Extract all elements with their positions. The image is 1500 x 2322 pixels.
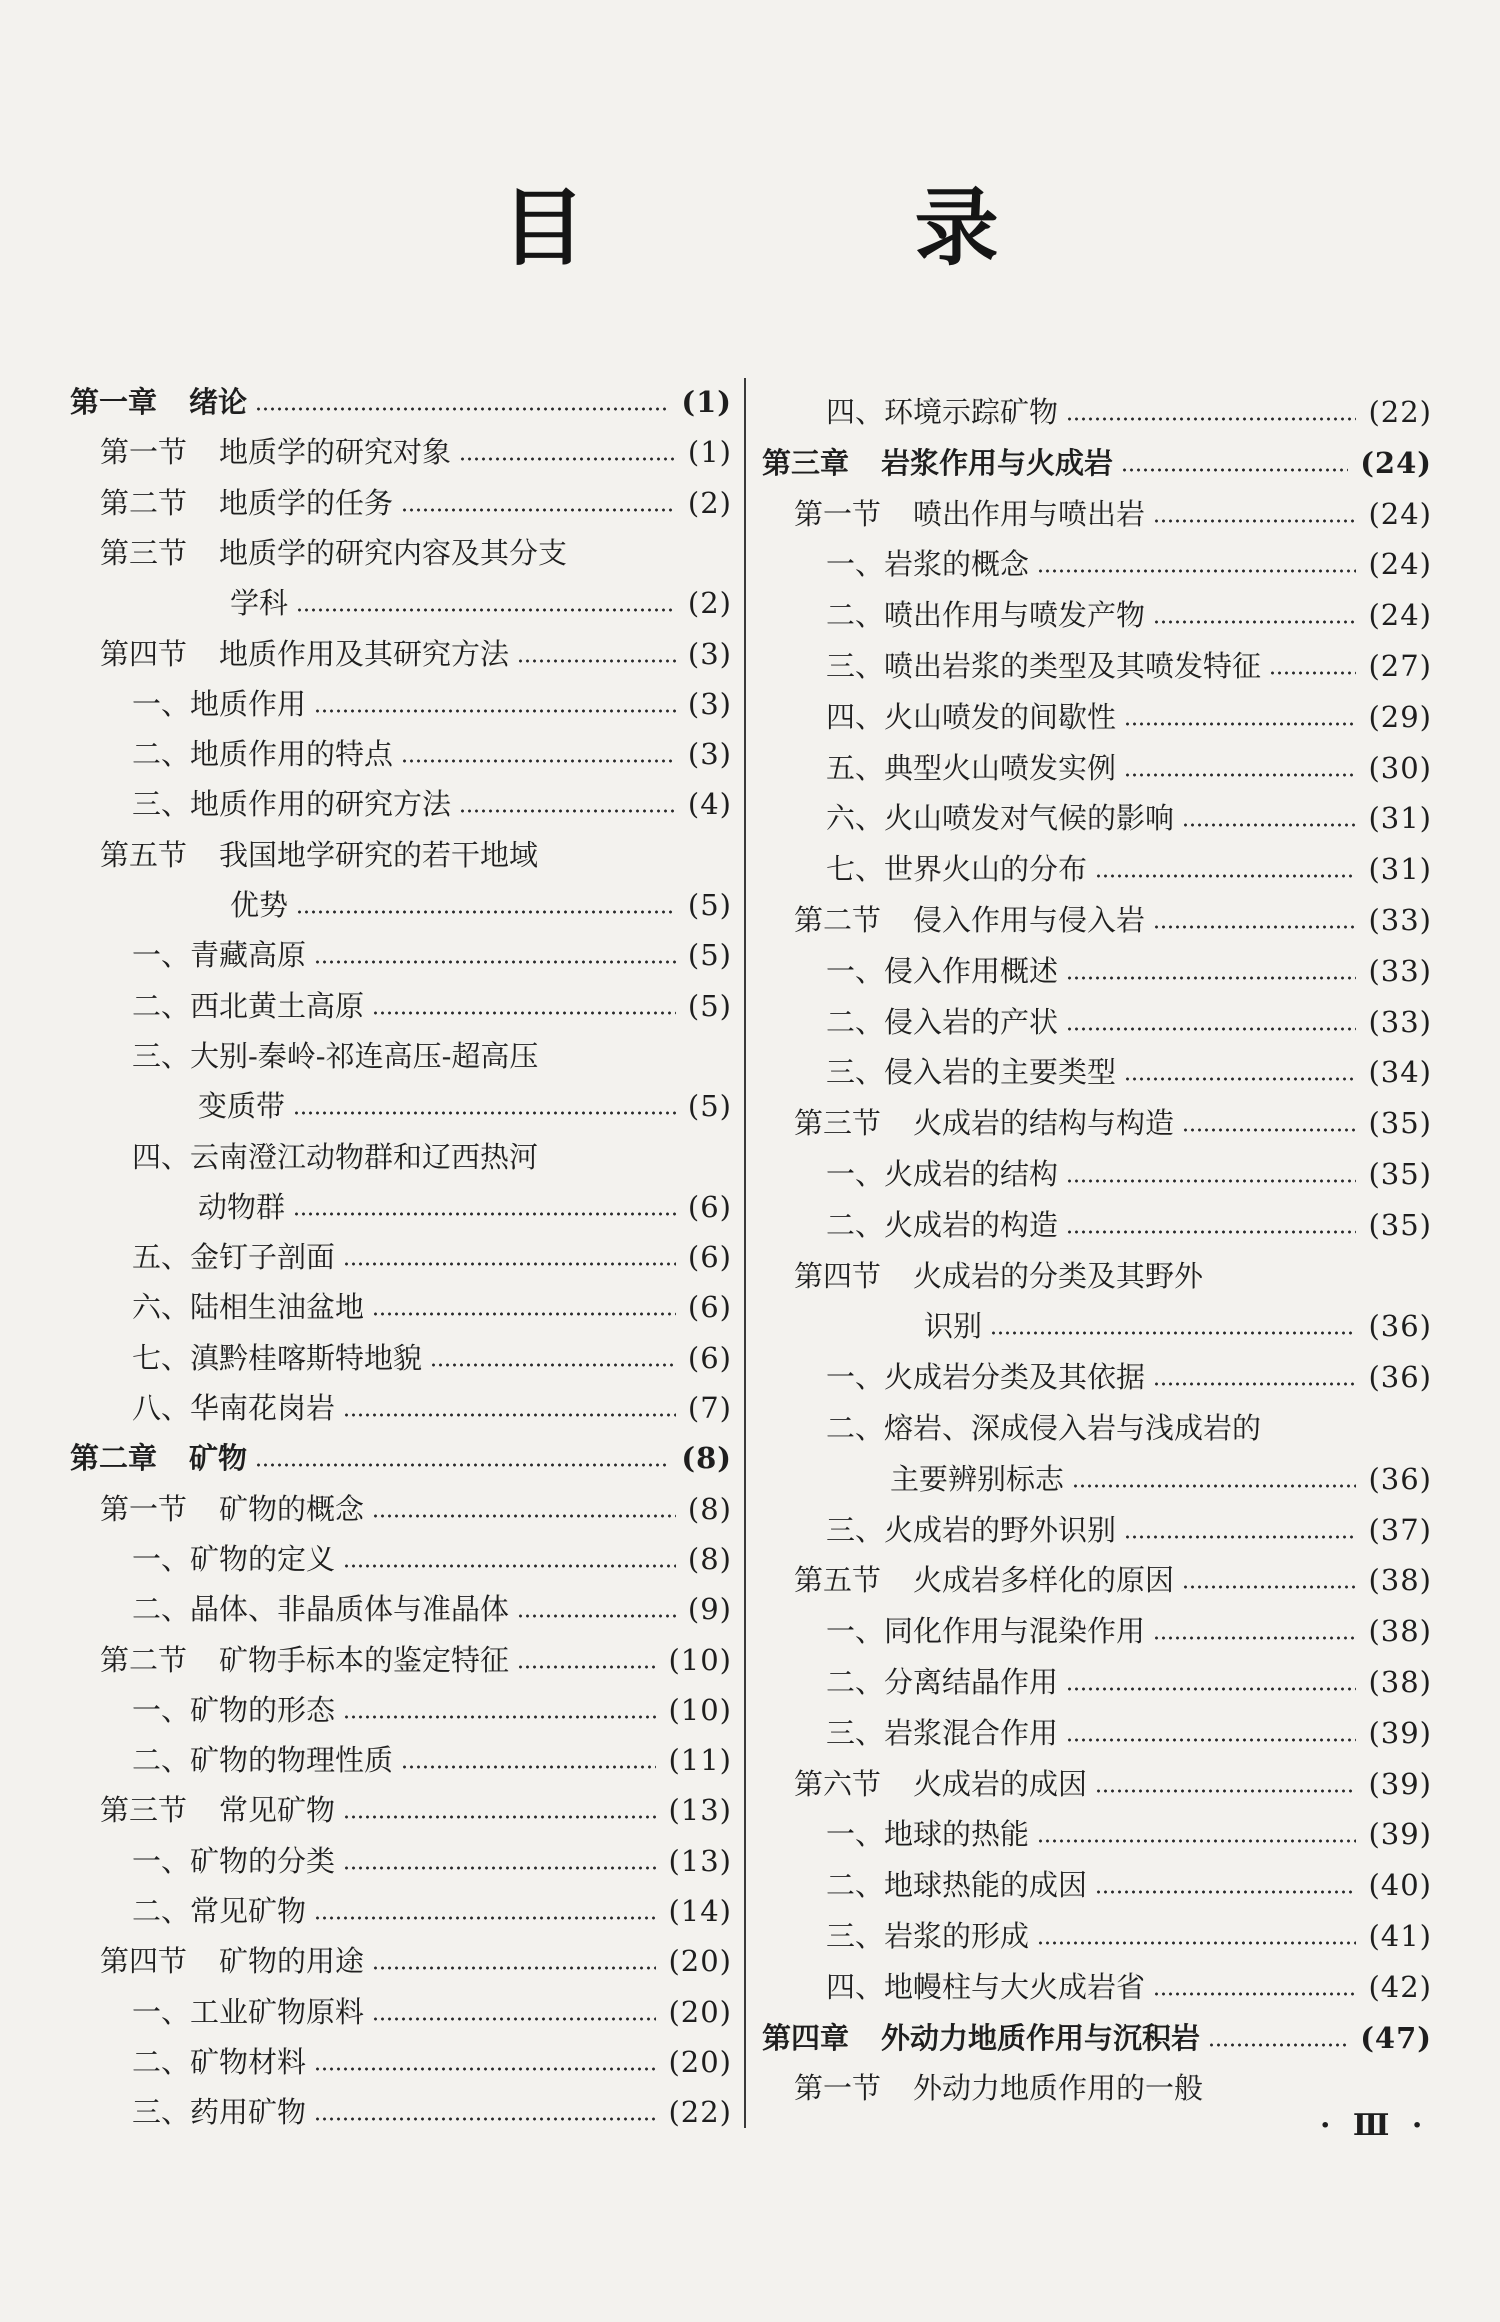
toc-entry-page: (14) — [668, 1894, 732, 1928]
dot-leader — [1124, 773, 1356, 777]
toc-entry-title: 四、火山喷发的间歇性 — [826, 699, 1117, 734]
dot-leader — [517, 1614, 676, 1618]
dot-leader — [1066, 1687, 1356, 1691]
toc-entry-title: 喷出作用与喷出岩 — [913, 496, 1146, 531]
toc-entry-page: (34) — [1368, 1055, 1432, 1090]
toc-entry — [762, 1205, 1432, 1245]
toc-entry-title: 动物群 — [198, 1189, 286, 1224]
column-divider — [744, 378, 746, 2128]
toc-entry-page: (29) — [1368, 699, 1432, 734]
dot-leader — [1124, 1077, 1356, 1081]
dot-leader — [1037, 569, 1356, 573]
toc-entry-number: 第五节 — [794, 1563, 882, 1598]
toc-entry-title: 一、矿物的定义 — [132, 1541, 336, 1576]
dot-leader — [1182, 1128, 1356, 1132]
toc-entry-title: 三、地质作用的研究方法 — [132, 787, 452, 822]
dot-leader — [1066, 1179, 1356, 1183]
toc-entry — [70, 1237, 732, 1277]
toc-entry — [70, 1489, 732, 1529]
toc-entry-page: (3) — [687, 737, 732, 772]
toc-entry-title: 绪论 — [189, 385, 248, 419]
toc-entry — [762, 1002, 1432, 1042]
dot-leader — [1153, 925, 1356, 929]
dot-leader — [255, 407, 669, 411]
toc-entry — [70, 885, 732, 925]
toc-entry — [762, 951, 1432, 991]
toc-entry — [70, 1941, 732, 1981]
toc-entry-page: (42) — [1368, 1969, 1432, 2004]
toc-entry-page: (24) — [1368, 496, 1432, 531]
toc-entry-title: 火成岩的分类及其野外 — [913, 1258, 1204, 1293]
toc-entry-title: 地质作用及其研究方法 — [219, 636, 510, 671]
dot-leader — [343, 1866, 656, 1870]
toc-entry-page: (47) — [1360, 2020, 1432, 2055]
toc-entry-title: 矿物 — [189, 1441, 248, 1476]
toc-entry-title: 变质带 — [198, 1089, 286, 1124]
toc-entry — [70, 1036, 732, 1076]
dot-leader — [1066, 417, 1356, 421]
toc-entry-number: 第四节 — [100, 1944, 188, 1979]
toc-entry-title: 学科 — [230, 586, 289, 621]
dot-leader — [314, 960, 676, 964]
toc-entry-page: (40) — [1368, 1868, 1432, 1903]
dot-leader — [1095, 1890, 1356, 1894]
dot-leader — [459, 809, 676, 813]
dot-leader — [401, 508, 676, 512]
dot-leader — [1072, 1484, 1356, 1488]
toc-entry-title: 一、火成岩的结构 — [826, 1157, 1059, 1191]
toc-entry-page: (36) — [1368, 1360, 1432, 1395]
dot-leader — [343, 1262, 676, 1266]
toc-entry — [762, 2068, 1432, 2108]
dot-leader — [343, 1715, 656, 1719]
toc-entry — [762, 1103, 1432, 1143]
toc-entry-page: (24) — [1360, 445, 1432, 480]
toc-entry-title: 一、火成岩分类及其依据 — [826, 1360, 1146, 1395]
toc-entry-number: 第一节 — [794, 2071, 882, 2106]
toc-entry-title: 一、工业矿物原料 — [132, 1994, 365, 2029]
dot-leader — [1037, 1941, 1356, 1945]
toc-entry — [70, 432, 732, 472]
toc-entry — [762, 1865, 1432, 1905]
toc-entry — [70, 1992, 732, 2032]
toc-entry-page: (35) — [1368, 1106, 1432, 1141]
toc-entry-number: 第三节 — [100, 535, 188, 570]
toc-entry-title: 二、侵入岩的产状 — [826, 1004, 1059, 1039]
toc-entry-page: (10) — [668, 1642, 732, 1677]
toc-entry-page: (38) — [1368, 1614, 1432, 1649]
toc-entry-page: (5) — [687, 888, 732, 922]
toc-entry — [70, 1287, 732, 1327]
toc-entry-title: 八、华南花岗岩 — [132, 1391, 336, 1425]
dot-leader — [1066, 1230, 1356, 1234]
toc-entry-title: 主要辨别标志 — [890, 1461, 1065, 1496]
toc-entry-number: 第四章 — [762, 2020, 850, 2055]
toc-entry-number: 第三节 — [100, 1793, 188, 1828]
toc-entry-title: 矿物的用途 — [219, 1944, 365, 1979]
toc-entry-title: 三、大别-秦岭-祁连高压-超高压 — [132, 1038, 539, 1073]
toc-entry-title: 七、滇黔桂喀斯特地貌 — [132, 1340, 423, 1375]
toc-entry — [70, 784, 732, 824]
dot-leader — [372, 1011, 676, 1015]
toc-entry-page: (31) — [1368, 852, 1432, 887]
toc-entry — [762, 1459, 1432, 1499]
toc-entry — [762, 2018, 1432, 2058]
toc-entry-page: (1) — [681, 385, 732, 419]
toc-entry-page: (36) — [1368, 1461, 1432, 1496]
dot-leader — [401, 1765, 656, 1769]
toc-entry-page: (5) — [687, 1089, 732, 1124]
toc-entry — [70, 835, 732, 875]
dot-leader — [314, 709, 676, 713]
dot-leader — [1066, 1027, 1356, 1031]
toc-entry — [762, 1256, 1432, 1296]
toc-entry — [762, 697, 1432, 737]
dot-leader — [990, 1331, 1356, 1335]
toc-entry — [70, 734, 732, 774]
toc-entry-page: (35) — [1368, 1207, 1432, 1242]
dot-leader — [430, 1363, 676, 1367]
toc-entry — [70, 1137, 732, 1177]
toc-entry-page: (11) — [668, 1743, 732, 1778]
toc-entry-title: 二、喷出作用与喷发产物 — [826, 598, 1146, 633]
dot-leader — [372, 1312, 676, 1316]
toc-entry — [762, 1814, 1432, 1854]
toc-entry — [762, 748, 1432, 788]
toc-entry-page: (31) — [1368, 801, 1432, 836]
toc-entry-page: (7) — [687, 1391, 732, 1425]
toc-entry — [70, 1589, 732, 1629]
toc-entry — [70, 634, 732, 674]
toc-entry-title: 一、矿物的分类 — [132, 1843, 336, 1878]
toc-entry-page: (20) — [668, 2044, 732, 2079]
dot-leader — [372, 1514, 676, 1518]
toc-entry — [70, 1740, 732, 1780]
toc-entry-title: 二、地球热能的成因 — [826, 1868, 1088, 1903]
toc-entry-title: 二、地质作用的特点 — [132, 737, 394, 772]
dot-leader — [314, 2117, 656, 2121]
dot-leader — [517, 1665, 656, 1669]
toc-entry-title: 一、青藏高原 — [132, 938, 307, 973]
dot-leader — [1095, 874, 1356, 878]
toc-entry-title: 六、陆相生油盆地 — [132, 1290, 365, 1325]
toc-entry-title: 岩浆作用与火成岩 — [881, 445, 1114, 480]
dot-leader — [1066, 1738, 1356, 1742]
dot-leader — [1124, 722, 1356, 726]
dot-leader — [293, 1111, 676, 1115]
toc-entry-title: 我国地学研究的若干地域 — [219, 837, 539, 872]
toc-entry-page: (33) — [1368, 953, 1432, 988]
toc-entry-title: 二、火成岩的构造 — [826, 1207, 1059, 1242]
dot-leader — [1153, 519, 1356, 523]
toc-entry — [70, 2042, 732, 2082]
dot-leader — [1095, 1789, 1356, 1793]
toc-entry-number: 第一节 — [794, 496, 882, 531]
toc-entry-page: (2) — [687, 586, 732, 621]
dot-leader — [296, 910, 676, 914]
toc-entry-page: (35) — [1368, 1157, 1432, 1191]
toc-entry — [762, 494, 1432, 534]
toc-entry-page: (33) — [1368, 1004, 1432, 1039]
toc-entry-title: 地质学的研究内容及其分支 — [219, 535, 568, 570]
toc-entry-title: 一、同化作用与混染作用 — [826, 1614, 1146, 1649]
toc-entry-page: (1) — [687, 435, 732, 470]
toc-entry — [70, 1187, 732, 1227]
toc-entry — [762, 1306, 1432, 1346]
dot-leader — [314, 2067, 656, 2071]
toc-entry-page: (6) — [687, 1240, 732, 1275]
toc-entry-number: 第一章 — [70, 385, 158, 419]
toc-entry — [70, 1690, 732, 1730]
page-title: 目 录 — [501, 178, 1149, 277]
toc-entry-page: (30) — [1368, 750, 1432, 785]
toc-entry-page: (27) — [1368, 649, 1432, 683]
toc-entry-page: (24) — [1368, 598, 1432, 633]
toc-entry-title: 三、岩浆混合作用 — [826, 1715, 1059, 1750]
toc-entry-page: (22) — [1368, 395, 1432, 429]
toc-entry-title: 二、熔岩、深成侵入岩与浅成岩的 — [826, 1411, 1262, 1445]
toc-entry — [762, 646, 1432, 686]
toc-entry-number: 第一节 — [100, 1491, 188, 1526]
toc-entry — [70, 1891, 732, 1931]
toc-entry-page: (20) — [668, 1994, 732, 2029]
toc-entry-page: (13) — [668, 1843, 732, 1878]
toc-entry-page: (6) — [687, 1189, 732, 1224]
toc-entry-page: (41) — [1368, 1919, 1432, 1953]
toc-entry-title: 二、常见矿物 — [132, 1894, 307, 1928]
toc-entry — [762, 1764, 1432, 1804]
toc-entry-number: 第一节 — [100, 435, 188, 470]
dot-leader — [401, 759, 676, 763]
toc-entry-title: 三、喷出岩浆的类型及其喷发特征 — [826, 649, 1262, 683]
toc-entry-page: (8) — [681, 1441, 732, 1476]
toc-entry-page: (6) — [687, 1340, 732, 1375]
toc-entry — [762, 900, 1432, 940]
toc-entry-page: (38) — [1368, 1665, 1432, 1699]
toc-entry-page: (2) — [687, 485, 732, 520]
toc-entry-title: 矿物的概念 — [219, 1491, 365, 1526]
toc-entry — [762, 798, 1432, 838]
toc-entry — [762, 392, 1432, 432]
toc-entry-page: (22) — [668, 2095, 732, 2130]
toc-entry-title: 火成岩的成因 — [913, 1766, 1088, 1801]
toc-entry-number: 第五节 — [100, 837, 188, 872]
toc-entry — [762, 1560, 1432, 1600]
toc-entry-page: (39) — [1368, 1715, 1432, 1750]
toc-entry — [70, 1086, 732, 1126]
toc-entry — [70, 684, 732, 724]
toc-entry-page: (6) — [687, 1290, 732, 1325]
toc-entry-title: 地质学的研究对象 — [219, 435, 452, 470]
toc-entry-page: (9) — [687, 1592, 732, 1627]
toc-entry-number: 第六节 — [794, 1766, 882, 1801]
toc-entry-title: 三、火成岩的野外识别 — [826, 1512, 1117, 1547]
toc-entry — [762, 1662, 1432, 1702]
dot-leader — [343, 1815, 656, 1819]
toc-entry-title: 外动力地质作用的一般 — [913, 2071, 1204, 2106]
toc-entry-title: 优势 — [230, 888, 289, 922]
dot-leader — [1124, 1535, 1356, 1539]
dot-leader — [343, 1564, 676, 1568]
dot-leader — [1153, 1382, 1356, 1386]
toc-entry — [762, 1408, 1432, 1448]
toc-entry-page: (10) — [668, 1692, 732, 1727]
toc-entry-number: 第二节 — [100, 1642, 188, 1677]
toc-entry-page: (33) — [1368, 903, 1432, 937]
toc-entry-page: (13) — [668, 1793, 732, 1828]
toc-entry-number: 第二节 — [794, 903, 882, 937]
toc-entry-page: (4) — [687, 787, 732, 822]
toc-entry-page: (37) — [1368, 1512, 1432, 1547]
toc-entry-title: 三、药用矿物 — [132, 2095, 307, 2130]
toc-entry-title: 一、矿物的形态 — [132, 1692, 336, 1727]
dot-leader — [1182, 1585, 1356, 1589]
toc-entry-page: (24) — [1368, 547, 1432, 582]
toc-entry-title: 二、矿物的物理性质 — [132, 1743, 394, 1778]
toc-entry-title: 三、侵入岩的主要类型 — [826, 1055, 1117, 1090]
toc-entry-page: (3) — [687, 636, 732, 671]
toc-entry-page: (8) — [687, 1491, 732, 1526]
toc-entry-page: (8) — [687, 1541, 732, 1576]
toc-entry-title: 地质学的任务 — [219, 485, 394, 520]
toc-entry-page: (5) — [687, 938, 732, 973]
page-number: · Ⅲ · — [1320, 2108, 1429, 2143]
dot-leader — [459, 457, 676, 461]
toc-entry-title: 五、典型火山喷发实例 — [826, 750, 1117, 785]
toc-entry-page: (3) — [687, 686, 732, 721]
toc-entry-number: 第四节 — [794, 1258, 882, 1293]
toc-entry — [762, 1154, 1432, 1194]
toc-entry — [70, 533, 732, 573]
toc-entry-title: 外动力地质作用与沉积岩 — [881, 2020, 1201, 2055]
toc-entry-title: 二、分离结晶作用 — [826, 1665, 1059, 1699]
toc-entry — [70, 935, 732, 975]
toc-entry — [70, 1640, 732, 1680]
toc-entry — [762, 544, 1432, 584]
toc-entry — [762, 1357, 1432, 1397]
toc-entry-title: 六、火山喷发对气候的影响 — [826, 801, 1175, 836]
toc-entry-title: 一、侵入作用概述 — [826, 953, 1059, 988]
toc-entry-title: 七、世界火山的分布 — [826, 852, 1088, 887]
toc-entry-title: 一、岩浆的概念 — [826, 547, 1030, 582]
toc-entry — [70, 2092, 732, 2132]
dot-leader — [372, 1966, 656, 1970]
toc-entry-title: 三、岩浆的形成 — [826, 1919, 1030, 1953]
dot-leader — [255, 1463, 669, 1467]
toc-entry — [762, 1510, 1432, 1550]
dot-leader — [1182, 823, 1356, 827]
toc-entry — [762, 849, 1432, 889]
toc-entry — [70, 583, 732, 623]
dot-leader — [296, 608, 676, 612]
toc-entry — [762, 1611, 1432, 1651]
toc-entry — [70, 1841, 732, 1881]
toc-entry-title: 一、地球的热能 — [826, 1817, 1030, 1852]
toc-entry — [70, 986, 732, 1026]
dot-leader — [1121, 468, 1348, 472]
toc-entry-title: 识别 — [924, 1309, 983, 1344]
toc-entry-page: (5) — [687, 988, 732, 1023]
toc-entry — [762, 1713, 1432, 1753]
toc-entry-page: (36) — [1368, 1309, 1432, 1344]
dot-leader — [293, 1212, 676, 1216]
toc-entry — [70, 1388, 732, 1428]
dot-leader — [343, 1413, 676, 1417]
toc-entry — [70, 1790, 732, 1830]
dot-leader — [1153, 1992, 1356, 1996]
toc-entry-title: 火成岩多样化的原因 — [913, 1563, 1175, 1598]
toc-entry — [70, 1338, 732, 1378]
toc-entry-title: 常见矿物 — [219, 1793, 336, 1828]
toc-entry-title: 四、地幔柱与大火成岩省 — [826, 1969, 1146, 2004]
toc-entry-title: 二、矿物材料 — [132, 2044, 307, 2079]
toc-entry-number: 第三章 — [762, 445, 850, 480]
toc-entry-title: 矿物手标本的鉴定特征 — [219, 1642, 510, 1677]
toc-entry-page: (38) — [1368, 1563, 1432, 1598]
dot-leader — [1037, 1839, 1356, 1843]
toc-entry-number: 第三节 — [794, 1106, 882, 1141]
toc-entry — [762, 1967, 1432, 2007]
toc-entry — [70, 1539, 732, 1579]
toc-entry-number: 第四节 — [100, 636, 188, 671]
toc-entry-title: 侵入作用与侵入岩 — [913, 903, 1146, 937]
toc-entry — [70, 483, 732, 523]
dot-leader — [1153, 1636, 1356, 1640]
dot-leader — [517, 659, 676, 663]
toc-entry-title: 四、云南澄江动物群和辽西热河 — [132, 1139, 539, 1174]
toc-entry-title: 二、晶体、非晶质体与准晶体 — [132, 1592, 510, 1627]
dot-leader — [314, 1916, 656, 1920]
toc-entry-title: 二、西北黄土高原 — [132, 988, 365, 1023]
toc-entry-title: 五、金钉子剖面 — [132, 1240, 336, 1275]
dot-leader — [1066, 976, 1356, 980]
toc-entry-page: (39) — [1368, 1817, 1432, 1852]
toc-entry — [762, 1052, 1432, 1092]
toc-entry — [70, 1438, 732, 1478]
toc-entry-title: 一、地质作用 — [132, 686, 307, 721]
toc-entry — [762, 443, 1432, 483]
toc-entry-title: 四、环境示踪矿物 — [826, 395, 1059, 429]
dot-leader — [372, 2017, 656, 2021]
toc-entry — [762, 1916, 1432, 1956]
toc-entry-number: 第二章 — [70, 1441, 158, 1476]
dot-leader — [1208, 2043, 1348, 2047]
toc-entry — [70, 382, 732, 422]
toc-entry — [762, 595, 1432, 635]
toc-entry-number: 第二节 — [100, 485, 188, 520]
toc-entry-page: (20) — [668, 1944, 732, 1979]
toc-entry-title: 火成岩的结构与构造 — [913, 1106, 1175, 1141]
dot-leader — [1269, 671, 1356, 675]
dot-leader — [1153, 620, 1356, 624]
toc-entry-page: (39) — [1368, 1766, 1432, 1801]
